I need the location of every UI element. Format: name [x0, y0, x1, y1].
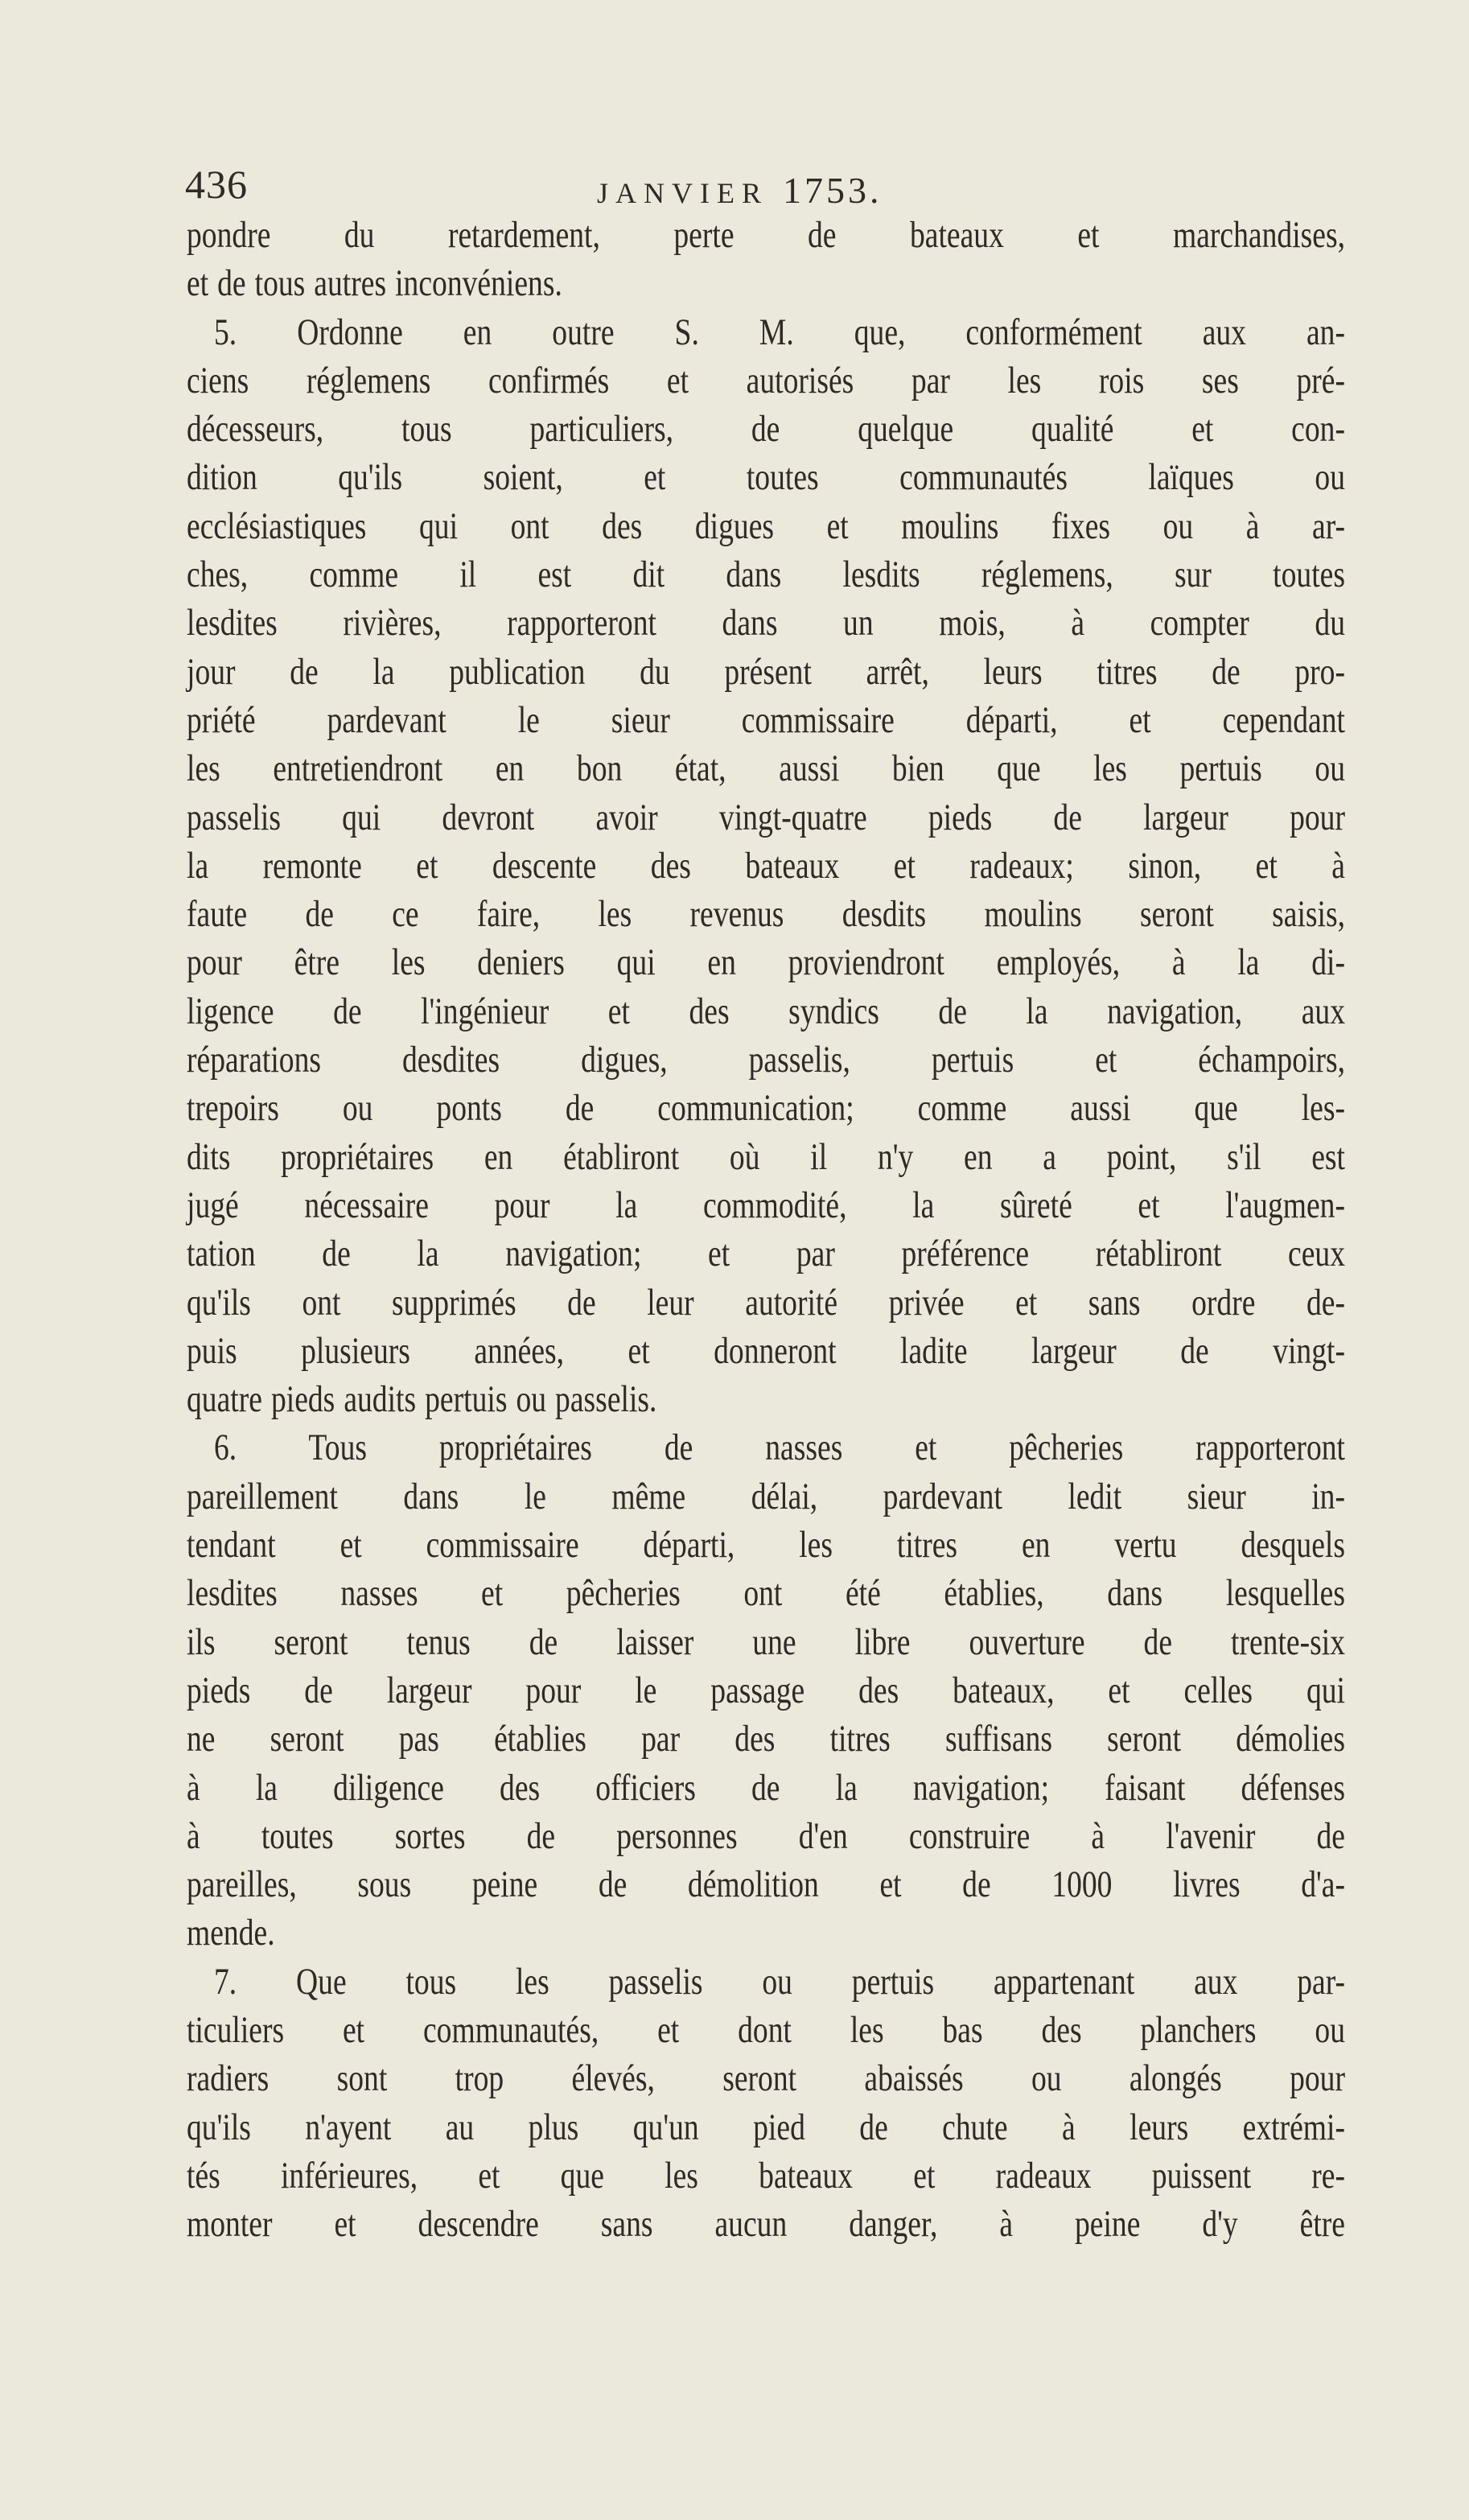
- text-line: [187, 744, 1345, 793]
- text-line: [187, 842, 1345, 890]
- text-line: [187, 1279, 1345, 1327]
- text-line-content: pareillement dans le même délai, pardevant ledit sieur in-: [187, 1475, 1345, 1517]
- text-line: [187, 599, 1345, 647]
- text-line-content: pieds de largeur pour le passage des bateaux, et celles qui: [187, 1669, 1345, 1711]
- text-line-content: jugé nécessaire pour la commodité, la sûreté et l'augmen-: [187, 1184, 1345, 1226]
- text-line: [187, 1521, 1345, 1569]
- text-line-content: 5. Ordonne en outre S. M. que, conformément aux an-: [214, 311, 1345, 353]
- text-line: [187, 502, 1345, 550]
- text-line-content: dits propriétaires en établiront où il n'y en a point, s'il est: [187, 1135, 1345, 1178]
- text-line: [187, 1618, 1345, 1666]
- text-line-content: 7. Que tous les passelis ou pertuis appartenant aux par-: [214, 1960, 1345, 2003]
- text-line-content: ciens réglemens confirmés et autorisés par les rois ses pré-: [187, 359, 1345, 401]
- text-line: [187, 405, 1345, 453]
- text-line-content: ecclésiastiques qui ont des digues et moulins fixes ou à ar-: [187, 504, 1345, 547]
- text-line: [187, 550, 1345, 599]
- text-line: [187, 1715, 1345, 1763]
- text-line-content: pareilles, sous peine de démolition et de 1000 livres d'a-: [187, 1863, 1345, 1906]
- text-line: [187, 1909, 1345, 1957]
- text-line-content: quatre pieds audits pertuis ou passelis.: [187, 1378, 657, 1421]
- text-line: [187, 1764, 1345, 1812]
- text-line: [187, 453, 1345, 501]
- page-number: 436: [185, 162, 248, 207]
- text-line: [187, 696, 1345, 744]
- text-line-content: réparations desdites digues, passelis, pertuis et échampoirs,: [187, 1039, 1345, 1081]
- text-line-content: radiers sont trop élevés, seront abaissés ou alongés pour: [187, 2057, 1345, 2100]
- text-line: [187, 1036, 1345, 1084]
- text-line-content: jour de la publication du présent arrêt, leurs titres de pro-: [187, 650, 1345, 693]
- text-line: [187, 1133, 1345, 1181]
- text-line: [187, 890, 1345, 938]
- text-line-content: dition qu'ils soient, et toutes communautés laïques ou: [187, 456, 1345, 499]
- text-line: [187, 1569, 1345, 1617]
- text-line-content: et de tous autres inconvéniens.: [187, 262, 562, 305]
- text-line: [187, 308, 1345, 356]
- text-line: [187, 2006, 1345, 2054]
- text-line: [187, 211, 1345, 259]
- text-line: [187, 987, 1345, 1036]
- text-line: [187, 2103, 1345, 2151]
- running-head-year: 1753.: [783, 170, 883, 211]
- text-line: [187, 938, 1345, 986]
- text-line-content: mende.: [187, 1912, 275, 1954]
- text-line-content: ligence de l'ingénieur et des syndics de la navigation, aux: [187, 990, 1345, 1032]
- text-line: [187, 1958, 1345, 2006]
- text-line: [187, 1229, 1345, 1278]
- text-line: [187, 1423, 1345, 1472]
- text-line-content: monter et descendre sans aucun danger, à peine d'y être: [187, 2203, 1345, 2246]
- text-line: [187, 2054, 1345, 2102]
- text-line-content: pour être les deniers qui en proviendront employés, à la di-: [187, 941, 1345, 984]
- text-line-content: 6. Tous propriétaires de nasses et pêcheries rapporteront: [214, 1427, 1345, 1469]
- text-line-content: passelis qui devront avoir vingt-quatre pieds de largeur pour: [187, 796, 1345, 838]
- text-line: [187, 793, 1345, 842]
- text-line: [187, 1472, 1345, 1521]
- text-line-content: ne seront pas établies par des titres suffisans seront démolies: [187, 1718, 1345, 1760]
- text-line-content: décesseurs, tous particuliers, de quelque qualité et con-: [187, 408, 1345, 451]
- text-line-content: faute de ce faire, les revenus desdits moulins seront saisis,: [187, 893, 1345, 936]
- text-line-content: à toutes sortes de personnes d'en construire à l'avenir de: [187, 1814, 1345, 1857]
- running-head: [597, 169, 883, 212]
- text-line: [187, 1666, 1345, 1715]
- text-line-content: qu'ils n'ayent au plus qu'un pied de chute à leurs extrémi-: [187, 2106, 1345, 2148]
- text-line-content: ticuliers et communautés, et dont les bas des planchers ou: [187, 2008, 1345, 2051]
- text-line-content: les entretiendront en bon état, aussi bien que les pertuis ou: [187, 747, 1345, 790]
- body-text: [187, 211, 1345, 2248]
- text-line-content: trepoirs ou ponts de communication; comme aussi que les-: [187, 1087, 1345, 1130]
- text-line: [187, 1860, 1345, 1909]
- text-line: [187, 356, 1345, 405]
- text-line: [187, 1084, 1345, 1132]
- text-line: [187, 2200, 1345, 2248]
- text-line-content: ches, comme il est dit dans lesdits réglemens, sur toutes: [187, 554, 1345, 596]
- text-line-content: pondre du retardement, perte de bateaux et marchandises,: [187, 214, 1345, 256]
- text-line-content: priété pardevant le sieur commissaire départi, et cependant: [187, 698, 1345, 741]
- running-head-month: JANVIER: [597, 177, 768, 209]
- text-line-content: lesdites nasses et pêcheries ont été établies, dans lesquelles: [187, 1572, 1345, 1615]
- text-line-content: qu'ils ont supprimés de leur autorité privée et sans ordre de-: [187, 1281, 1345, 1324]
- text-line-content: tendant et commissaire départi, les titres en vertu desquels: [187, 1524, 1345, 1567]
- text-line: [187, 2151, 1345, 2200]
- text-line: [187, 1181, 1345, 1229]
- text-line-content: tés inférieures, et que les bateaux et radeaux puissent re-: [187, 2154, 1345, 2197]
- text-line-content: tation de la navigation; et par préférence rétabliront ceux: [187, 1233, 1345, 1275]
- text-line-content: puis plusieurs années, et donneront ladite largeur de vingt-: [187, 1329, 1345, 1372]
- text-line-content: ils seront tenus de laisser une libre ouverture de trente-six: [187, 1620, 1345, 1663]
- text-line: [187, 1812, 1345, 1860]
- text-line-content: à la diligence des officiers de la navigation; faisant défenses: [187, 1766, 1345, 1809]
- text-line: [187, 1375, 1345, 1423]
- text-line: [187, 1327, 1345, 1375]
- text-line: [187, 648, 1345, 696]
- text-line-content: lesdites rivières, rapporteront dans un mois, à compter du: [187, 602, 1345, 644]
- text-line: [187, 259, 1345, 307]
- text-line-content: la remonte et descente des bateaux et radeaux; sinon, et à: [187, 844, 1345, 887]
